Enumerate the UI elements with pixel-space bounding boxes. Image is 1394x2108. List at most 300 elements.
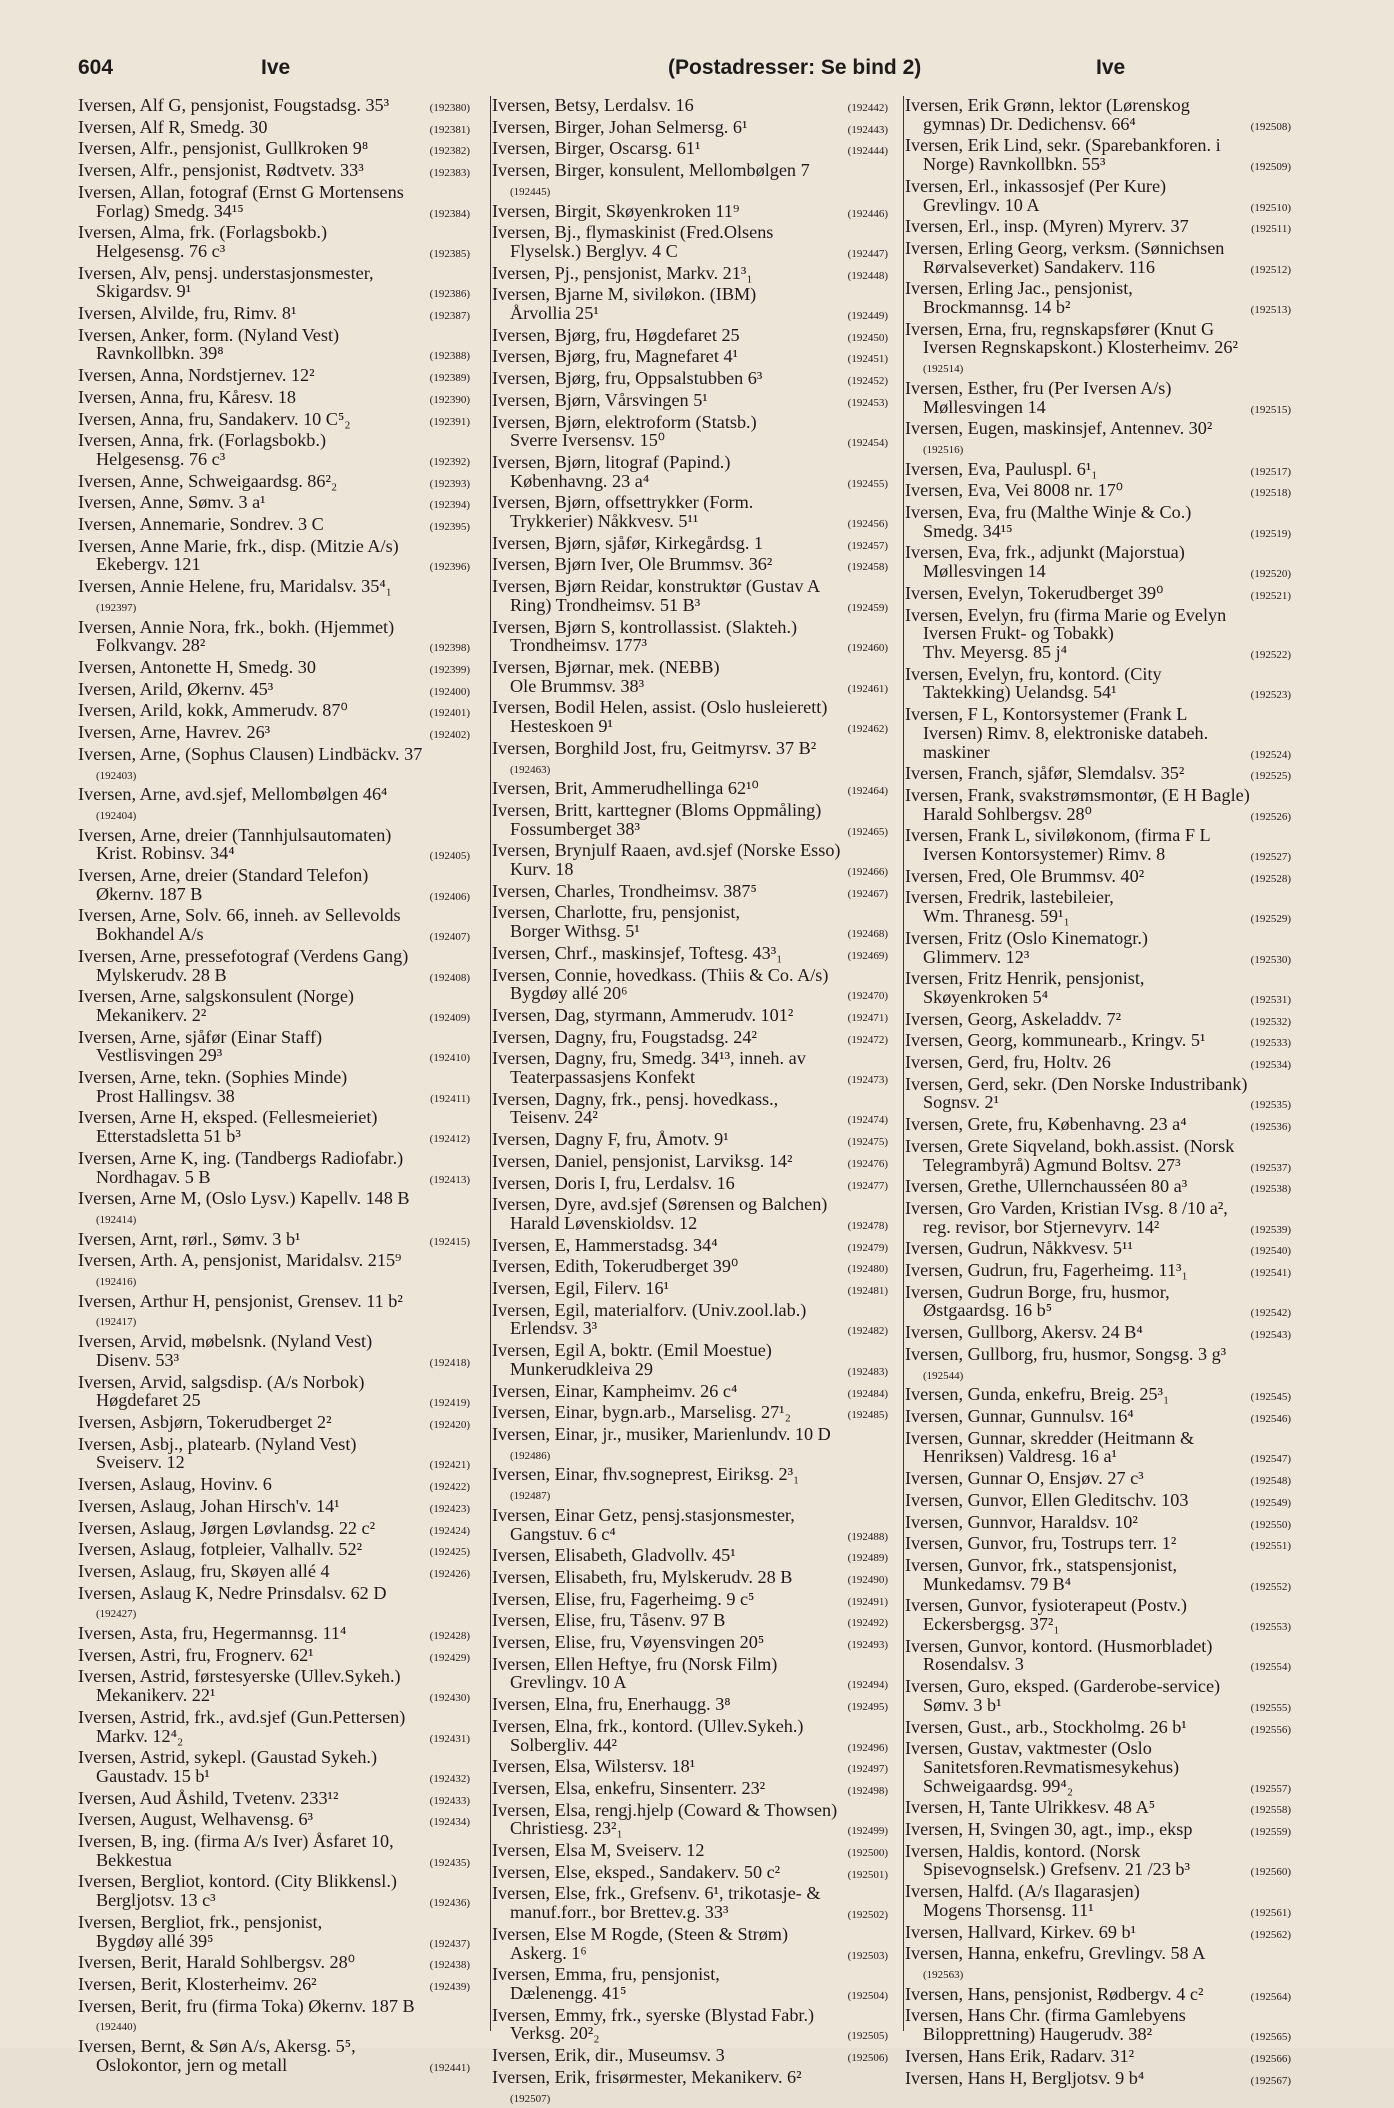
directory-entry: [905, 2006, 1291, 2046]
entry-address-line: [905, 522, 1291, 544]
directory-entry: [905, 1820, 1291, 1842]
entry-address-line: [492, 1736, 888, 1758]
entry-number-line: [78, 596, 470, 618]
entry-text: Teaterpassasjens Konfekt: [510, 1068, 695, 1087]
entry-address-line: [78, 1453, 470, 1475]
directory-entry: [492, 1279, 888, 1301]
entry-number: (192462): [848, 720, 888, 739]
directory-entry: [78, 1068, 470, 1108]
entry-text: Iversen, Bjørn Iver, Ole Brummsv. 36²: [492, 555, 772, 574]
entry-text: Iversen, Bjørnar, mek. (NEBB): [492, 657, 720, 677]
entry-text: Iversen, H, Tante Ulrikkesv. 48 A⁵: [905, 1798, 1155, 1817]
entry-name-line: [78, 1624, 470, 1646]
entry-text: Gaustadv. 15 b¹: [96, 1767, 210, 1786]
directory-entry: [905, 1010, 1291, 1032]
directory-entry: [78, 139, 470, 161]
entry-address-line: [905, 1860, 1291, 1882]
entry-number: (192525): [1251, 767, 1291, 786]
directory-entry: [905, 1985, 1291, 2007]
entry-text: Iversen, Aslaug, Hovinv. 6: [78, 1475, 272, 1494]
entry-text: Iversen, Anna, fru, Kåresv. 18: [78, 388, 296, 407]
directory-entry: [78, 515, 470, 537]
entry-number: (192426): [430, 1565, 470, 1584]
entry-text: Iversen) Rimv. 8, elektroniske databeh.: [923, 723, 1208, 743]
entry-text: Mylskerudv. 28 B: [96, 966, 227, 985]
directory-entry: [905, 1739, 1291, 1798]
directory-entry: [905, 826, 1291, 866]
entry-address-line: [492, 1944, 888, 1966]
entry-number: (192472): [848, 1031, 888, 1050]
entry-number: (192477): [848, 1177, 888, 1196]
entry-name-line: [78, 223, 470, 242]
entry-text: Iversen, Arne, (Sophus Clausen) Lindbäckv. 37: [78, 744, 422, 764]
entry-text: Iversen, Arne, avd.sjef, Mellombølgen 46⁴: [78, 784, 387, 804]
directory-entry: [905, 606, 1291, 665]
entry-number: (192449): [848, 307, 888, 326]
directory-entry: [78, 1953, 470, 1975]
entry-text: Verksg. 20²₂: [510, 2024, 600, 2043]
entry-address-line: [78, 242, 470, 264]
entry-number: (192486): [510, 1450, 550, 1462]
entry-name-line: [492, 1403, 888, 1425]
directory-entry: [492, 285, 888, 325]
entry-text: Fossumberget 38³: [510, 820, 640, 839]
entry-name-line: [492, 618, 888, 637]
entry-number: (192409): [430, 1009, 470, 1028]
entry-name-line: [78, 472, 470, 494]
directory-entry: [905, 419, 1291, 459]
directory-entry: [78, 745, 470, 785]
entry-text: Munkerudkleiva 29: [510, 1360, 653, 1379]
directory-entry: [78, 1373, 470, 1413]
entry-name-line: [78, 1332, 470, 1351]
entry-number-line: [905, 357, 1291, 379]
entry-number: (192508): [1251, 118, 1291, 137]
entry-name-line: [492, 801, 888, 820]
entry-number: (192527): [1251, 848, 1291, 867]
entry-number: (192548): [1251, 1472, 1291, 1491]
directory-entry: [78, 388, 470, 410]
entry-text: Iversen, Annie Helene, fru, Maridalsv. 35⁴₁: [78, 576, 392, 596]
entry-name-line: [905, 279, 1291, 298]
entry-text: Økernv. 187 B: [96, 885, 202, 904]
entry-number: (192407): [430, 928, 470, 947]
entry-name-line: [78, 1872, 470, 1891]
entry-name-line: [905, 1985, 1291, 2007]
entry-number: (192466): [848, 863, 888, 882]
entry-text: Iversen, Gro Varden, Kristian IVsg. 8 /10 a²,: [905, 1198, 1228, 1218]
entry-name-line: [905, 1010, 1291, 1032]
entry-text: Iversen, Frank, svakstrømsmontør, (E H Bagle): [905, 785, 1250, 805]
entry-text: Iversen, Eva, fru (Malthe Winje & Co.): [905, 502, 1191, 522]
directory-entry: [905, 136, 1291, 176]
directory-entry: [905, 1199, 1291, 1239]
entry-number: (192555): [1251, 1699, 1291, 1718]
entry-number: (192492): [848, 1614, 888, 1633]
entry-address-line: [492, 636, 888, 658]
entry-number: (192421): [430, 1456, 470, 1475]
entry-number: (192504): [848, 1987, 888, 2006]
entry-text: Iversen, Bjørg, fru, Høgdefaret 25: [492, 326, 740, 345]
entry-address-line: [905, 398, 1291, 420]
entry-name-line: [492, 2046, 888, 2068]
entry-name-line: [78, 1413, 470, 1435]
entry-name-line: [492, 413, 888, 432]
entry-number: (192483): [848, 1363, 888, 1382]
entry-text: Iversen, Borghild Jost, fru, Geitmyrsv. 37 B²: [492, 738, 816, 758]
directory-entry: [492, 801, 888, 841]
entry-number: (192473): [848, 1071, 888, 1090]
entry-text: Iversen, Einar, fhv.sogneprest, Eiriksg. 2³₁: [492, 1464, 799, 1484]
entry-number: (192481): [848, 1282, 888, 1301]
entry-address-line: [78, 1767, 470, 1789]
entry-number: (192497): [848, 1760, 888, 1779]
entry-text: Iversen, Antonette H, Smedg. 30: [78, 658, 316, 677]
entry-number: (192545): [1251, 1388, 1291, 1407]
entry-text: Iversen, Berit, fru (firma Toka) Økernv. 187 B: [78, 1996, 415, 2016]
directory-entry: [492, 1049, 888, 1089]
entry-text: Ravnkollbkn. 39⁸: [96, 344, 224, 363]
entry-address-line: [905, 562, 1291, 584]
entry-name-line: [78, 139, 470, 161]
entry-number: (192550): [1251, 1516, 1291, 1535]
entry-text: Iversen, Elna, frk., kontord. (Ullev.Sykeh.): [492, 1716, 803, 1736]
directory-entry: [905, 1115, 1291, 1137]
entry-text: Møllesvingen 14: [923, 562, 1046, 581]
entry-text: Iversen, Berit, Klosterheimv. 26²: [78, 1975, 317, 1994]
entry-text: Taktekking) Uelandsg. 54¹: [923, 683, 1117, 702]
entry-number: (192514): [923, 363, 963, 375]
entry-text: Iversen, Alma, frk. (Forlagsbokb.): [78, 222, 327, 242]
entry-text: Iversen, Elsa, rengj.hjelp (Coward & Thowsen): [492, 1800, 837, 1820]
entry-text: Iversen, Arild, Økernv. 45³: [78, 680, 273, 699]
entry-number: (192489): [848, 1549, 888, 1568]
entry-number: (192450): [848, 329, 888, 348]
entry-name-line: [905, 1429, 1291, 1448]
entry-text: Mogens Thorsensg. 11¹: [923, 1901, 1094, 1920]
entry-number: (192479): [848, 1239, 888, 1258]
entry-text: Iversen, Einar, Kampheimv. 26 c⁴: [492, 1382, 737, 1401]
entry-address-line: [78, 885, 470, 907]
entry-number: (192390): [430, 391, 470, 410]
entry-address-line: [492, 1673, 888, 1695]
entry-text: Iversen, Aud Åshild, Tvetenv. 233¹²: [78, 1789, 338, 1808]
directory-entry: [78, 577, 470, 617]
entry-text: Iversen Frukt- og Tobakk): [923, 623, 1114, 643]
entry-text: Iversen, Edith, Tokerudberget 39⁰: [492, 1257, 738, 1276]
entry-number: (192396): [430, 558, 470, 577]
entry-number: (192567): [1251, 2072, 1291, 2091]
entry-name-line: [905, 217, 1291, 239]
entry-number: (192505): [848, 2027, 888, 2046]
entry-name-line: [78, 326, 470, 345]
entry-number: (192428): [430, 1627, 470, 1646]
entry-number: (192502): [848, 1906, 888, 1925]
entry-name-line: [492, 453, 888, 472]
entry-text: Iversen, Eva, frk., adjunkt (Majorstua): [905, 542, 1185, 562]
entry-number: (192435): [430, 1854, 470, 1873]
entry-number: (192540): [1251, 1242, 1291, 1261]
entry-number: (192381): [430, 121, 470, 140]
entry-number: (192419): [430, 1394, 470, 1413]
directory-entry: [492, 1568, 888, 1590]
entry-address-line: [492, 820, 888, 842]
directory-entry: [492, 577, 888, 617]
directory-entry: [905, 705, 1291, 764]
entry-text: Iversen, Einar Getz, pensj.stasjonsmester,: [492, 1505, 795, 1525]
directory-entry: [492, 1090, 888, 1130]
entry-number: (192530): [1251, 951, 1291, 970]
directory-entry: [492, 1841, 888, 1863]
entry-text: Solbergliv. 44²: [510, 1736, 617, 1755]
entry-text: Iversen, Frank L, siviløkonom, (firma F L: [905, 825, 1211, 845]
directory-entry: [492, 2068, 888, 2108]
entry-text: Iversen, Evelyn, fru, kontord. (City: [905, 664, 1162, 684]
directory-entry: [492, 1757, 888, 1779]
entry-name-line: [492, 118, 888, 140]
entry-address-line: [78, 844, 470, 866]
entry-text: Iversen, Arvid, salgsdisp. (A/s Norbok): [78, 1372, 364, 1392]
directory-entry: [905, 279, 1291, 319]
entry-text: Iversen, Erik Grønn, lektor (Lørenskog: [905, 95, 1190, 115]
entry-number: (192463): [510, 764, 550, 776]
entry-text: Bergljotsv. 13 c³: [96, 1891, 216, 1910]
directory-entry: [492, 161, 888, 201]
entry-number: (192418): [430, 1354, 470, 1373]
entry-name-line: [905, 1469, 1291, 1491]
entry-name-line: [78, 1435, 470, 1454]
entry-text: Iversen, Arne H, eksped. (Fellesmeieriet): [78, 1107, 377, 1127]
entry-address-line: [905, 1575, 1291, 1597]
entry-number: (192399): [430, 661, 470, 680]
directory-entry: [78, 1748, 470, 1788]
entry-text: Borger Withsg. 5¹: [510, 922, 640, 941]
directory-entry: [78, 304, 470, 326]
entry-number: (192400): [430, 683, 470, 702]
entry-name-line: [492, 96, 888, 118]
entry-name-line: [78, 826, 470, 845]
entry-text: Sanitetsforen.Revmatismesykehus): [923, 1757, 1179, 1777]
entry-address-line: [78, 1168, 470, 1190]
directory-entry: [78, 1435, 470, 1475]
entry-text: Høgdefaret 25: [96, 1391, 201, 1410]
entry-name-line: [78, 866, 470, 885]
entry-text: Iversen, Birger, Oscarsg. 61¹: [492, 139, 700, 158]
entry-address-line: [78, 966, 470, 988]
directory-entry: [78, 96, 470, 118]
entry-text: Iversen, Arne, dreier (Standard Telefon): [78, 865, 368, 885]
directory-entry: [905, 1637, 1291, 1677]
entry-number-line: [78, 1310, 470, 1332]
entry-text: Iversen, Aslaug, Johan Hirsch'v. 14¹: [78, 1497, 340, 1516]
entry-text: Iversen, Charles, Trondheimsv. 387⁵: [492, 882, 757, 901]
entry-text: Trykkerier) Nåkkvesv. 5¹¹: [510, 512, 698, 531]
entry-address-line: [905, 948, 1291, 970]
entry-number: (192456): [848, 515, 888, 534]
directory-entry: [492, 1174, 888, 1196]
entry-address-line: [492, 512, 888, 534]
entry-number: (192392): [430, 453, 470, 472]
entry-text: Henriksen) Valdresg. 16 a¹: [923, 1447, 1117, 1466]
entry-name-line: [492, 1090, 888, 1109]
entry-name-line: [492, 1695, 888, 1717]
entry-text: Iversen, Annemarie, Sondrev. 3 C: [78, 515, 324, 534]
directory-entry: [905, 1842, 1291, 1882]
entry-number: (192474): [848, 1111, 888, 1130]
entry-name-line: [905, 1239, 1291, 1261]
entry-number: (192561): [1251, 1904, 1291, 1923]
directory-entry: [905, 1798, 1291, 1820]
entry-text: Iversen, Charlotte, fru, pensjonist,: [492, 902, 740, 922]
directory-entry: [78, 1497, 470, 1519]
entry-text: Iversen, Hans, pensjonist, Rødbergv. 4 c²: [905, 1985, 1203, 2004]
entry-text: Iversen, Elise, fru, Vøyensvingen 20⁵: [492, 1633, 764, 1652]
entry-address-line: [78, 1891, 470, 1913]
entry-address-line: [492, 1068, 888, 1090]
entry-text: Sverre Iversensv. 15⁰: [510, 431, 665, 450]
entry-number: (192408): [430, 969, 470, 988]
entry-name-line: [905, 1923, 1291, 1945]
directory-entry: [492, 1341, 888, 1381]
entry-text: Rosendalsv. 3: [923, 1655, 1024, 1674]
entry-number: (192539): [1251, 1221, 1291, 1240]
directory-entry: [492, 841, 888, 881]
entry-text: Mekanikerv. 22¹: [96, 1686, 215, 1705]
entry-address-line: [492, 472, 888, 494]
entry-number: (192542): [1251, 1304, 1291, 1323]
entry-name-line: [78, 577, 470, 596]
entry-number: (192389): [430, 369, 470, 388]
entry-number: (192469): [848, 947, 888, 966]
entry-text: Iversen, Arne K, ing. (Tandbergs Radiofabr.): [78, 1148, 403, 1168]
entry-name-line: [905, 1261, 1291, 1283]
entry-text: Iversen, Erl., insp. (Myren) Myrerv. 37: [905, 217, 1189, 236]
directory-entry: [78, 1975, 470, 1997]
entry-text: Iversen, Gullborg, fru, husmor, Songsg. 3 g³: [905, 1344, 1226, 1364]
directory-entry: [492, 1506, 888, 1546]
entry-number: (192412): [430, 1130, 470, 1149]
entry-text: Folkvangv. 28²: [96, 636, 205, 655]
entry-number-line: [78, 1208, 470, 1230]
entry-name-line: [905, 1491, 1291, 1513]
directory-entry: [78, 183, 470, 223]
entry-number: (192384): [430, 205, 470, 224]
directory-entry: [905, 1596, 1291, 1636]
entry-number: (192531): [1251, 991, 1291, 1010]
entry-name-line: [492, 202, 888, 224]
entry-text: Iversen, Elise, fru, Fagerheimg. 9 c⁵: [492, 1590, 754, 1609]
entry-text: Ring) Trondheimsv. 51 B³: [510, 596, 700, 615]
entry-text: Iversen, Guro, eksped. (Garderobe-service): [905, 1676, 1220, 1696]
entry-name-line: [492, 1195, 888, 1214]
entry-number: (192564): [1251, 1988, 1291, 2007]
directory-entry: [78, 1475, 470, 1497]
directory-entry: [78, 1997, 470, 2037]
entry-number: (192414): [96, 1214, 136, 1226]
entry-name-line: [78, 1584, 470, 1603]
entry-name-line: [78, 785, 470, 804]
entry-name-line: [492, 903, 888, 922]
entry-text: Iversen, Brit, Ammerudhellinga 62¹⁰: [492, 779, 759, 798]
entry-number: (192494): [848, 1676, 888, 1695]
directory-entry: [78, 1413, 470, 1435]
entry-number: (192458): [848, 558, 888, 577]
entry-text: Iversen, Bjørn S, kontrollassist. (Slakteh.): [492, 617, 797, 637]
entry-name-line: [492, 139, 888, 161]
entry-number: (192536): [1251, 1118, 1291, 1137]
directory-entry: [492, 139, 888, 161]
directory-entry: [905, 1718, 1291, 1740]
directory-entry: [905, 1491, 1291, 1513]
directory-entry: [905, 239, 1291, 279]
entry-text: Iversen, Arthur H, pensjonist, Grensev. 11 b²: [78, 1291, 403, 1311]
entry-text: Iversen, Erl., inkassosjef (Per Kure): [905, 176, 1166, 196]
entry-name-line: [78, 1497, 470, 1519]
entry-text: Thv. Meyersg. 85 j⁴: [923, 643, 1067, 662]
entry-name-line: [492, 264, 888, 286]
directory-entry: [492, 882, 888, 904]
entry-name-line: [492, 1568, 888, 1590]
entry-text: Iversen, Georg, Askeladdv. 7²: [905, 1010, 1121, 1029]
entry-name-line: [492, 577, 888, 596]
directory-entry: [492, 658, 888, 698]
entry-address-line: [492, 860, 888, 882]
entry-number: (192461): [848, 680, 888, 699]
page-header: [78, 56, 1288, 86]
entry-text: Iversen, Gunda, enkefru, Breig. 25³₁: [905, 1385, 1169, 1404]
entry-text: Iversen, Bjørn, litograf (Papind.): [492, 452, 730, 472]
entry-text: Iversen, Asta, fru, Hegermannsg. 11⁴: [78, 1624, 346, 1643]
directory-entry: [78, 223, 470, 263]
entry-text: Bekkestua: [96, 1851, 172, 1870]
entry-number: (192552): [1251, 1578, 1291, 1597]
entry-number: (192442): [848, 99, 888, 118]
entry-number: (192524): [1251, 746, 1291, 765]
directory-entry: [492, 1257, 888, 1279]
directory-entry: [492, 493, 888, 533]
entry-name-line: [905, 1075, 1291, 1094]
directory-entry: [78, 723, 470, 745]
entry-number: (192528): [1251, 870, 1291, 889]
entry-address-line: [78, 344, 470, 366]
entry-number: (192470): [848, 987, 888, 1006]
entry-address-line: [905, 1777, 1291, 1799]
entry-number: (192500): [848, 1844, 888, 1863]
directory-entry: [492, 618, 888, 658]
directory-entry: [905, 543, 1291, 583]
entry-number: (192383): [430, 164, 470, 183]
entry-text: Iversen, Anne, Schweigaardsg. 86²₂: [78, 472, 337, 491]
directory-entry: [905, 786, 1291, 826]
entry-text: Iversen, Aslaug K, Nedre Prinsdalsv. 62 D: [78, 1583, 386, 1603]
entry-text: Iversen, Erik, frisørmester, Mekanikerv. 6²: [492, 2067, 802, 2087]
directory-entry: [492, 1633, 888, 1655]
directory-entry: [78, 1230, 470, 1252]
directory-entry: [905, 460, 1291, 482]
entry-text: Iversen, Gudrun, fru, Fagerheimg. 11³₁: [905, 1261, 1188, 1280]
entry-address-line: [78, 1006, 470, 1028]
directory-entry: [905, 177, 1291, 217]
entry-text: Iversen, E, Hammerstadsg. 34⁴: [492, 1236, 718, 1255]
directory-entry: [492, 534, 888, 556]
entry-number: (192464): [848, 782, 888, 801]
directory-entry: [492, 347, 888, 369]
entry-number: (192546): [1251, 1410, 1291, 1429]
entry-name-line: [905, 1842, 1291, 1861]
entry-number: (192424): [430, 1522, 470, 1541]
entry-text: Iversen, Franch, sjåfør, Slemdalsv. 35²: [905, 764, 1184, 783]
entry-name-line: [78, 1975, 470, 1997]
